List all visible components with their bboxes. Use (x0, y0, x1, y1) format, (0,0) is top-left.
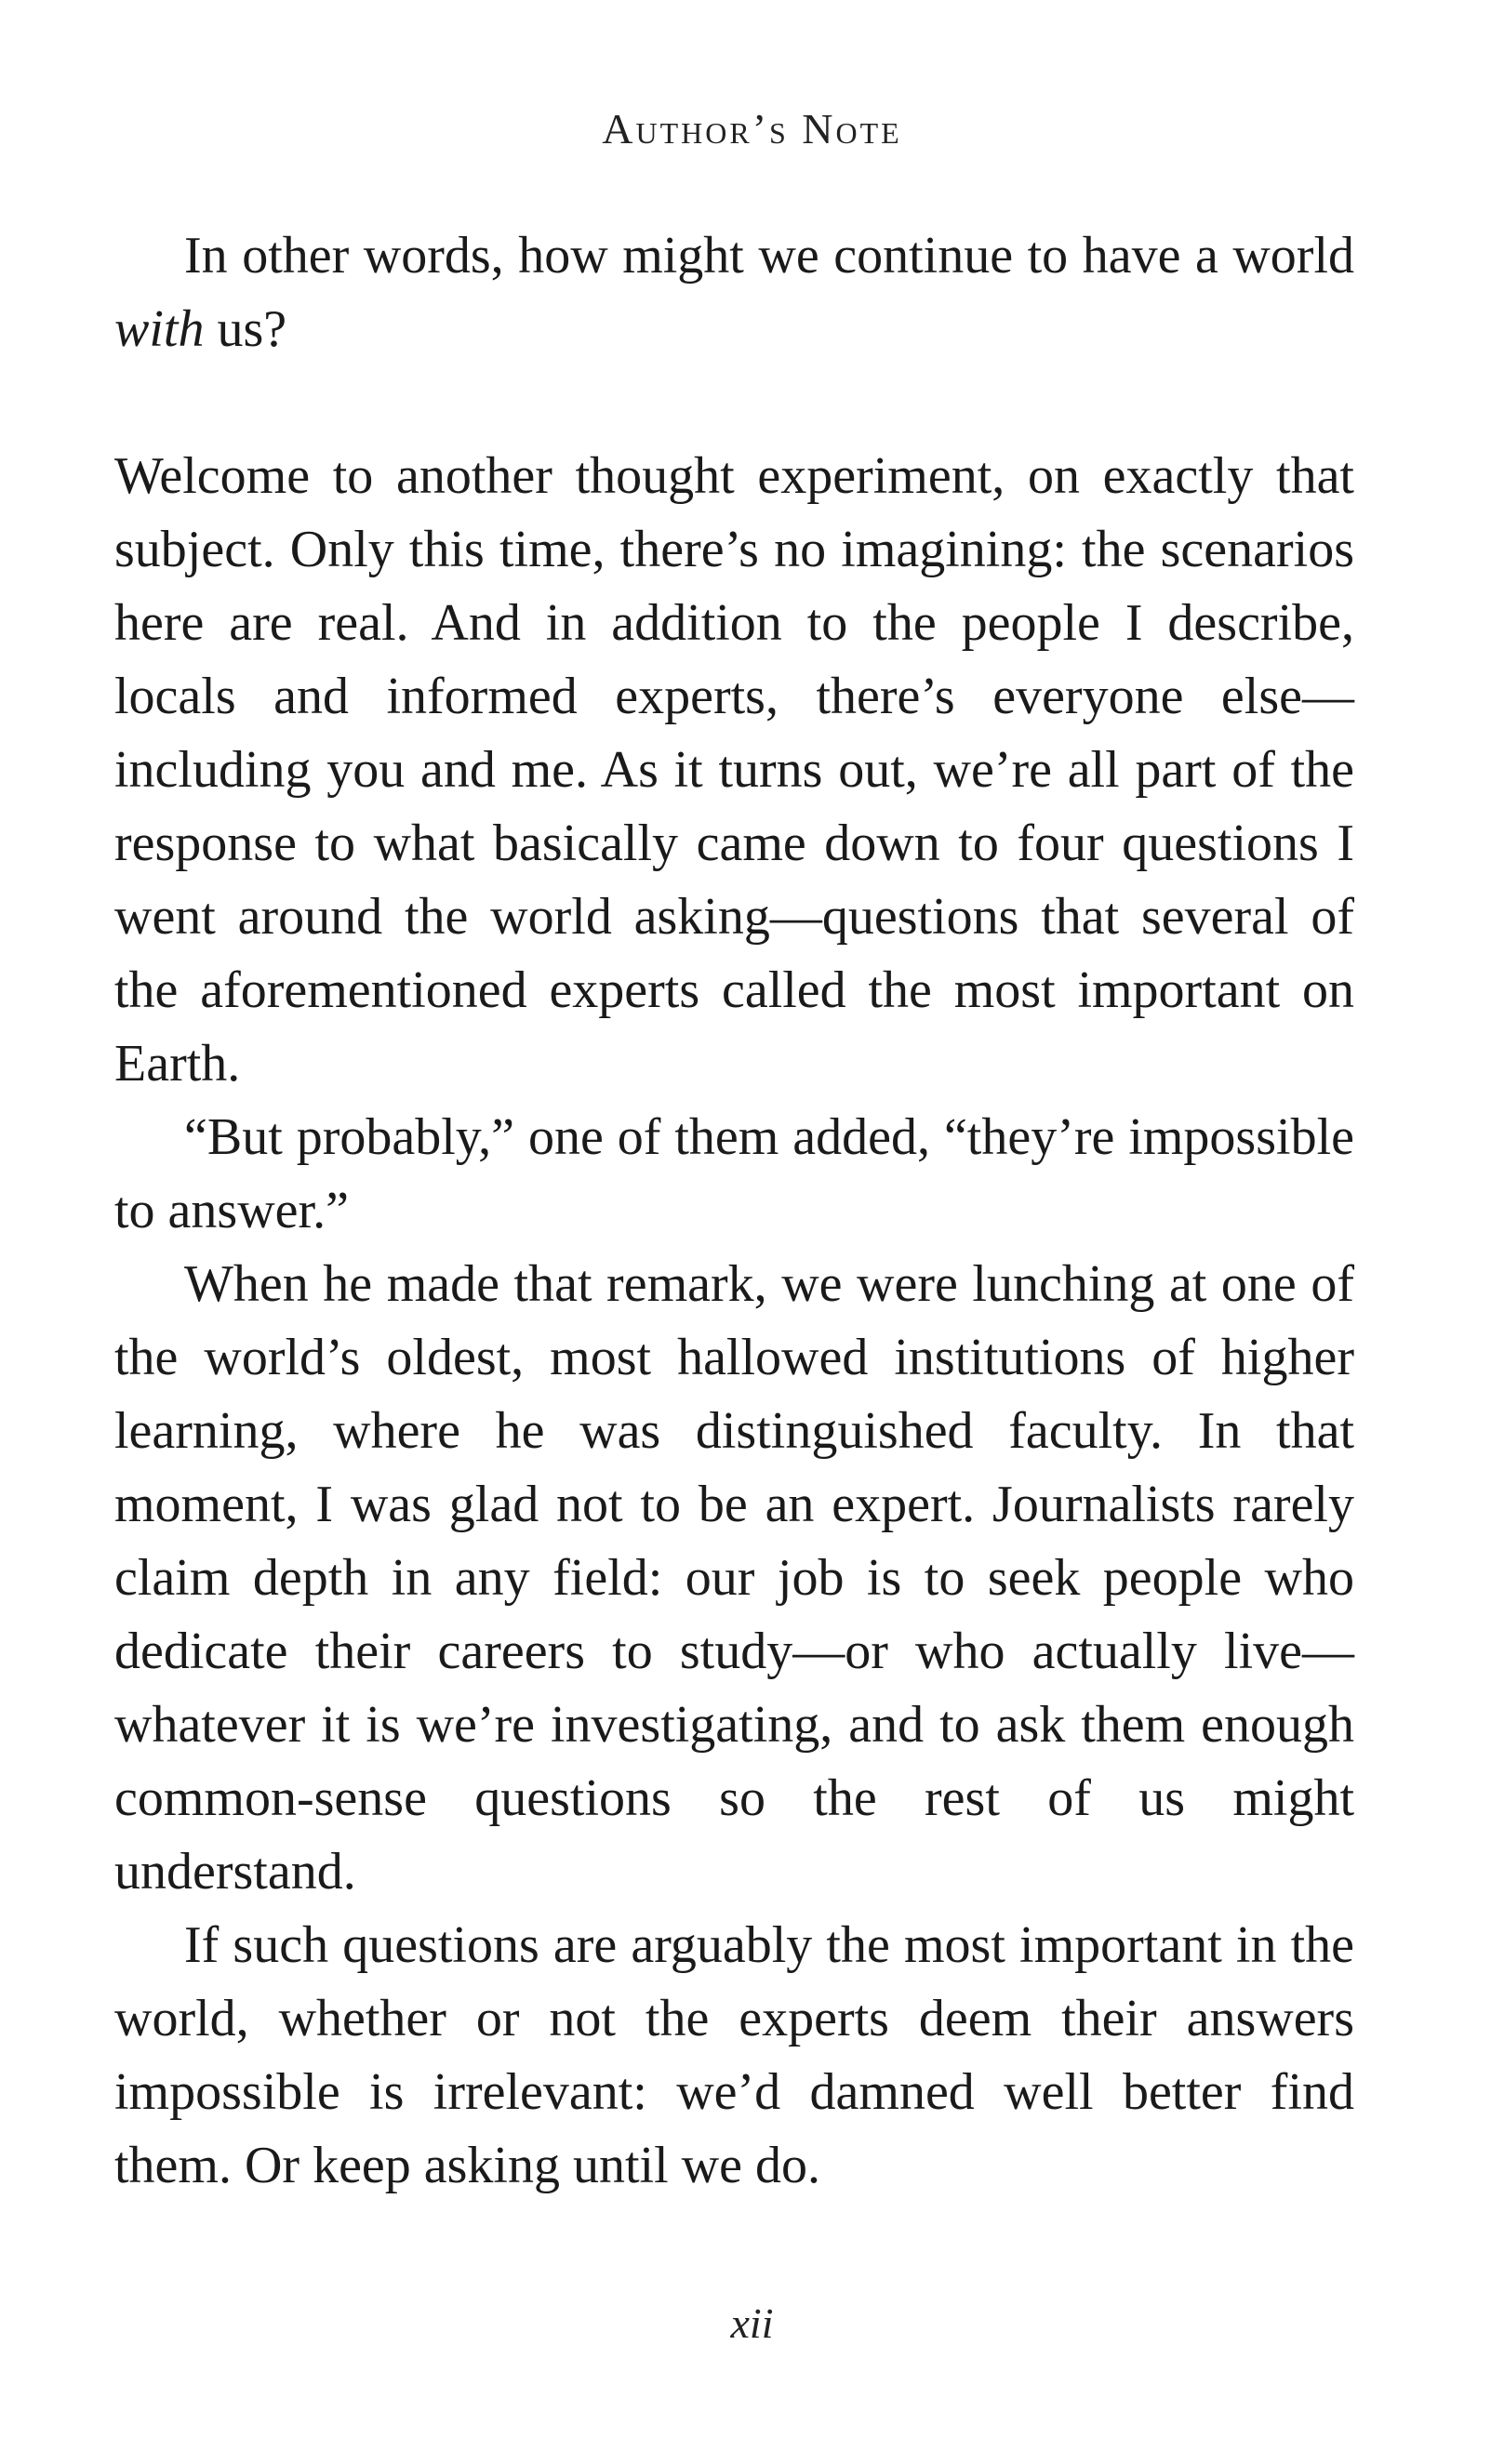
paragraph-4: When he made that remark, we were lunching at one of the world’s oldest, most hallowed institutions of higher learning, where he was distinguished faculty. In that moment, I was glad not to be an expert. Journalists rarely claim depth in any field: our job is to seek people who dedicate their careers to study—or who actually live—whatever it is we’re investigating, and to ask them enough common-sense questions so the rest of us might understand. (114, 1255, 1354, 1901)
page-number: xii (730, 2299, 774, 2347)
paragraph-1-text-a: In other words, how might we continue to have a world (184, 227, 1354, 285)
paragraph-1-emphasis: with (114, 300, 205, 358)
running-head: Author’s Note (602, 105, 902, 152)
paragraph-5: If such questions are arguably the most important in the world, whether or not the experts deem their answers impossible is irrelevant: we’d damned well better find them. Or keep asking until we do. (114, 1916, 1354, 2194)
paragraph-3: “But probably,” one of them added, “they’re impossible to answer.” (114, 1108, 1354, 1239)
body-text (114, 219, 1354, 2203)
paragraph-1-text-b: us? (204, 300, 287, 358)
paragraph-1 (114, 219, 1354, 366)
paragraph-2: Welcome to another thought experiment, on exactly that subject. Only this time, there’s no imagining: the scenarios here are real. And in addition to the people I describe, locals and informed experts, there’s everyone else—including you and me. As it turns out, we’re all part of the response to what basically came down to four questions I went around the world asking—questions that several of the aforementioned experts called the most important on Earth. (114, 447, 1354, 1093)
